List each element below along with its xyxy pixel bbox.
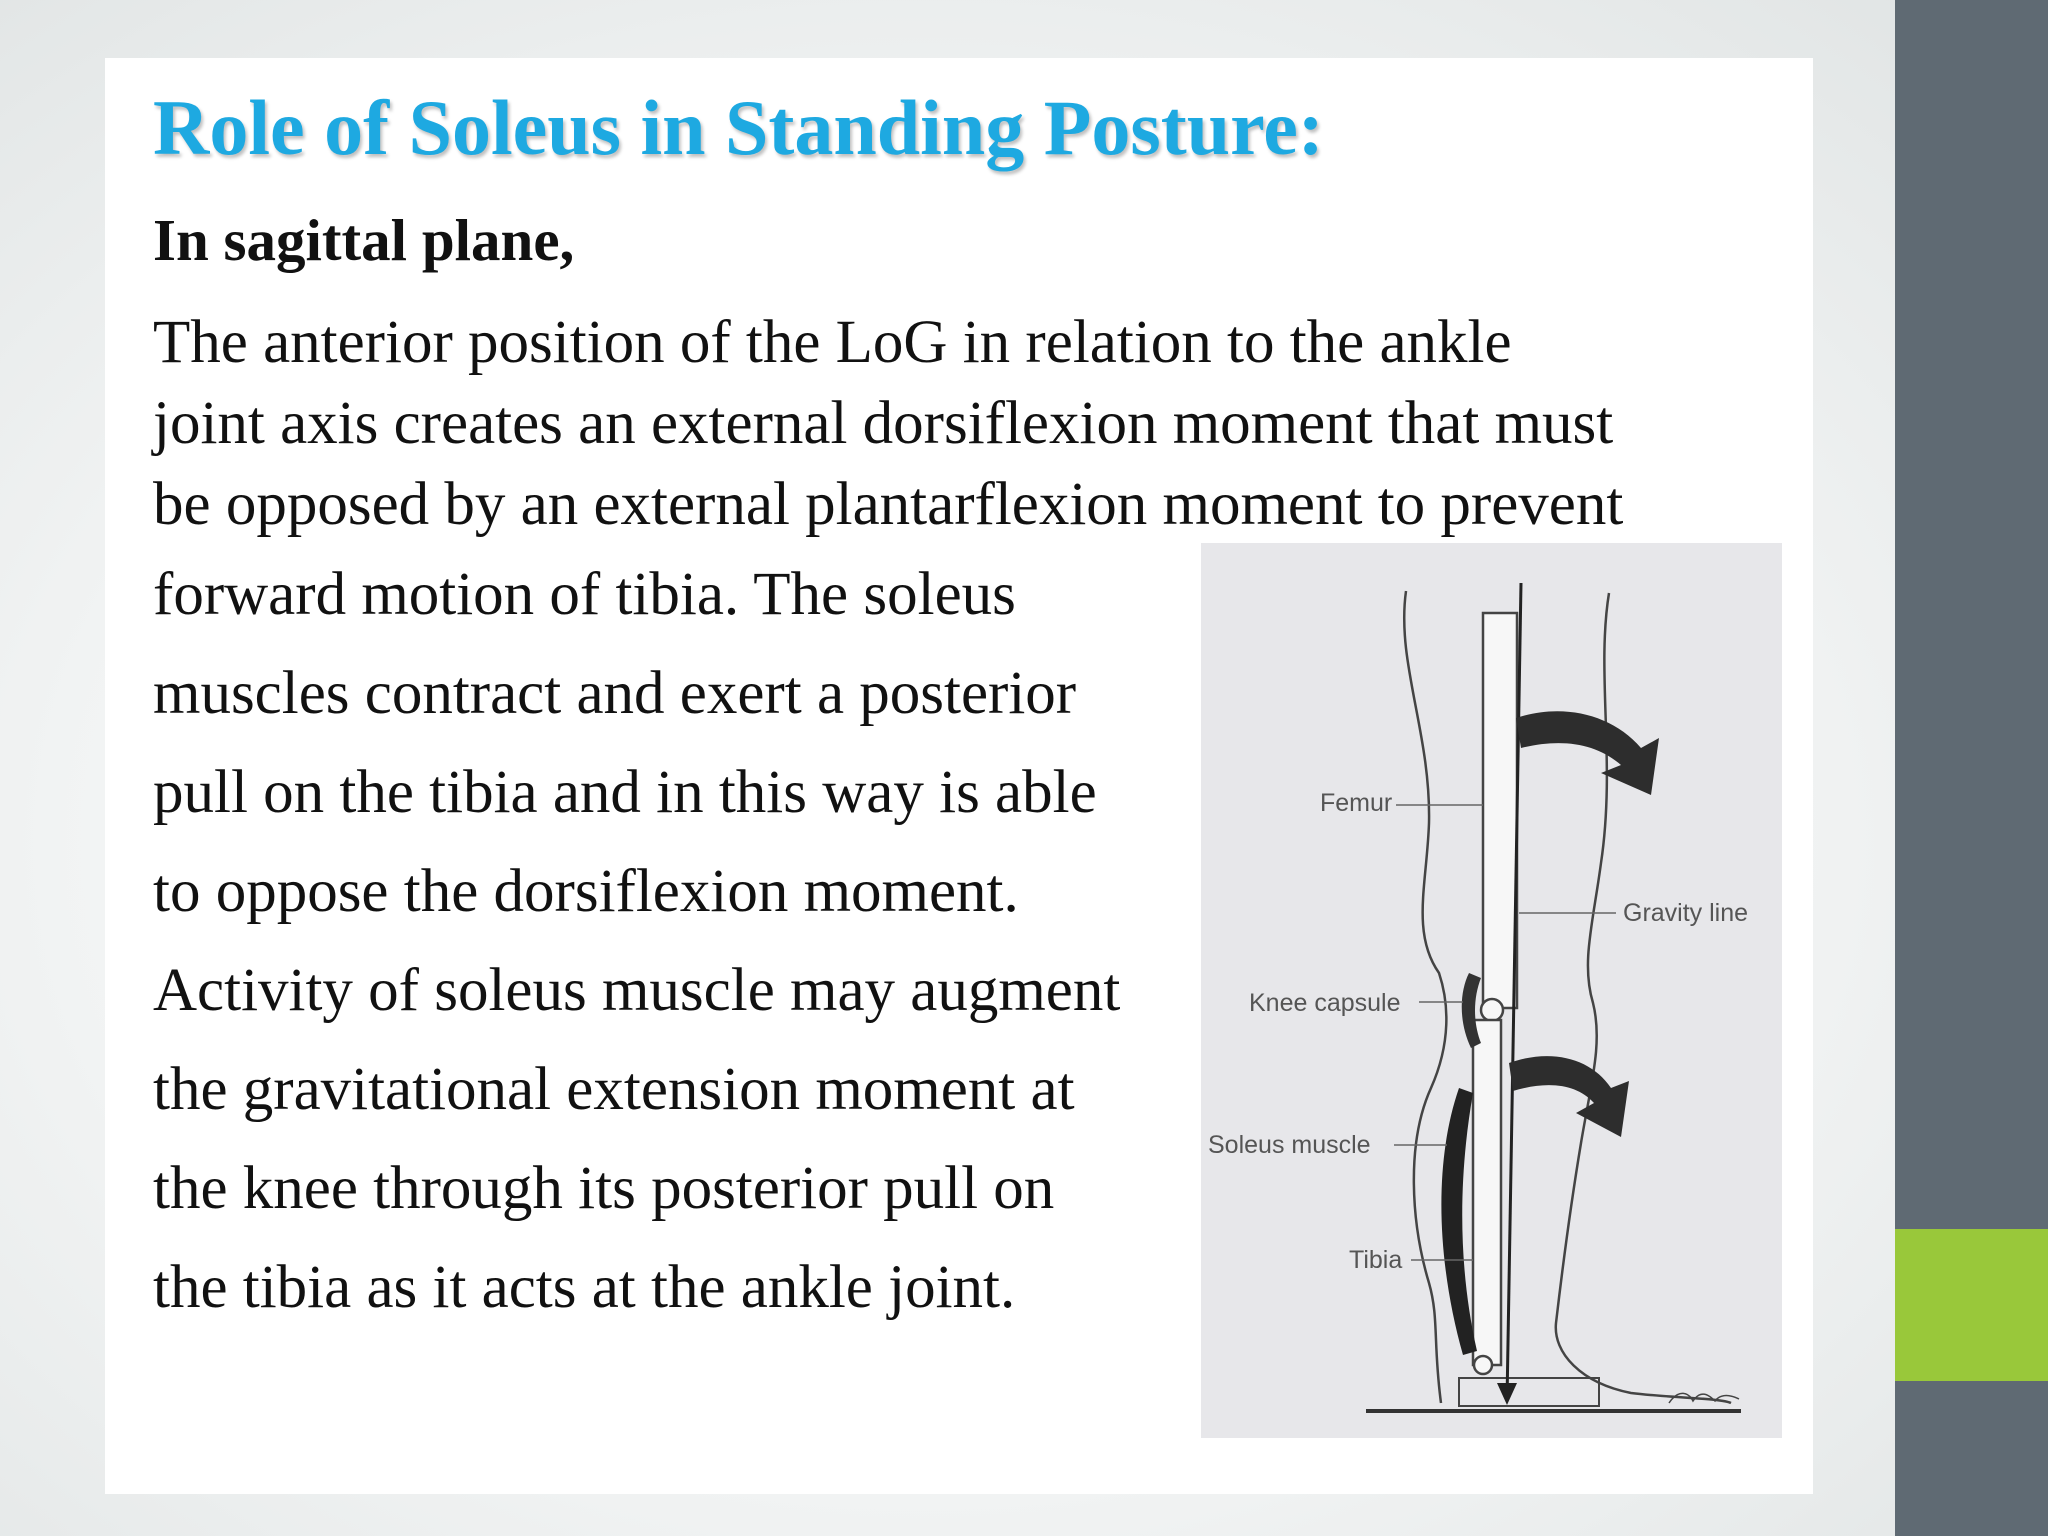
femur-label: Femur [1320,789,1393,817]
slide-title: Role of Soleus in Standing Posture: [153,84,1324,171]
paragraph-line: the knee through its posterior pull on [153,1155,1055,1222]
paragraph-line: muscles contract and exert a posterior [153,660,1077,727]
slide-subtitle: In sagittal plane, [153,207,575,273]
paragraph-line: forward motion of tibia. The soleus [153,561,1016,628]
upper-rotation-arrow [1516,711,1659,795]
paragraph-full-width [153,302,1803,545]
femur-bone [1483,613,1517,1008]
knee-capsule-shape [1462,973,1481,1048]
paragraph-line: to oppose the dorsiflexion moment. [153,858,1019,925]
foot-block [1459,1378,1599,1406]
paragraph-line: pull on the tibia and in this way is able [153,759,1097,826]
paragraph-line: be opposed by an external plantarflexion moment to prevent [153,471,1624,538]
ankle-joint-circle [1474,1356,1492,1374]
soleus-muscle-shape [1441,1088,1477,1355]
paragraph-line: The anterior position of the LoG in relation to the ankle [153,309,1512,376]
tibia-label: Tibia [1349,1246,1403,1274]
knee-joint-circle [1481,999,1503,1021]
paragraph-line: joint axis creates an external dorsiflexion moment that must [153,390,1614,457]
paragraph-beside-figure [153,545,1193,1337]
leg-posture-figure [1201,543,1782,1438]
tibia-bone [1473,1020,1501,1365]
sidebar-accent-block [1895,1229,2048,1381]
leg-outline-back [1404,591,1446,1403]
lower-rotation-arrow [1509,1056,1629,1137]
paragraph-line: Activity of soleus muscle may augment [153,957,1121,1024]
gravity-line-label: Gravity line [1623,899,1749,927]
paragraph-line: the gravitational extension moment at [153,1056,1075,1123]
leg-diagram [1201,543,1782,1438]
gravity-arrowhead [1497,1383,1517,1405]
paragraph-line: the tibia as it acts at the ankle joint. [153,1254,1016,1321]
soleus-muscle-label: Soleus muscle [1208,1131,1371,1159]
knee-capsule-label: Knee capsule [1249,989,1401,1017]
